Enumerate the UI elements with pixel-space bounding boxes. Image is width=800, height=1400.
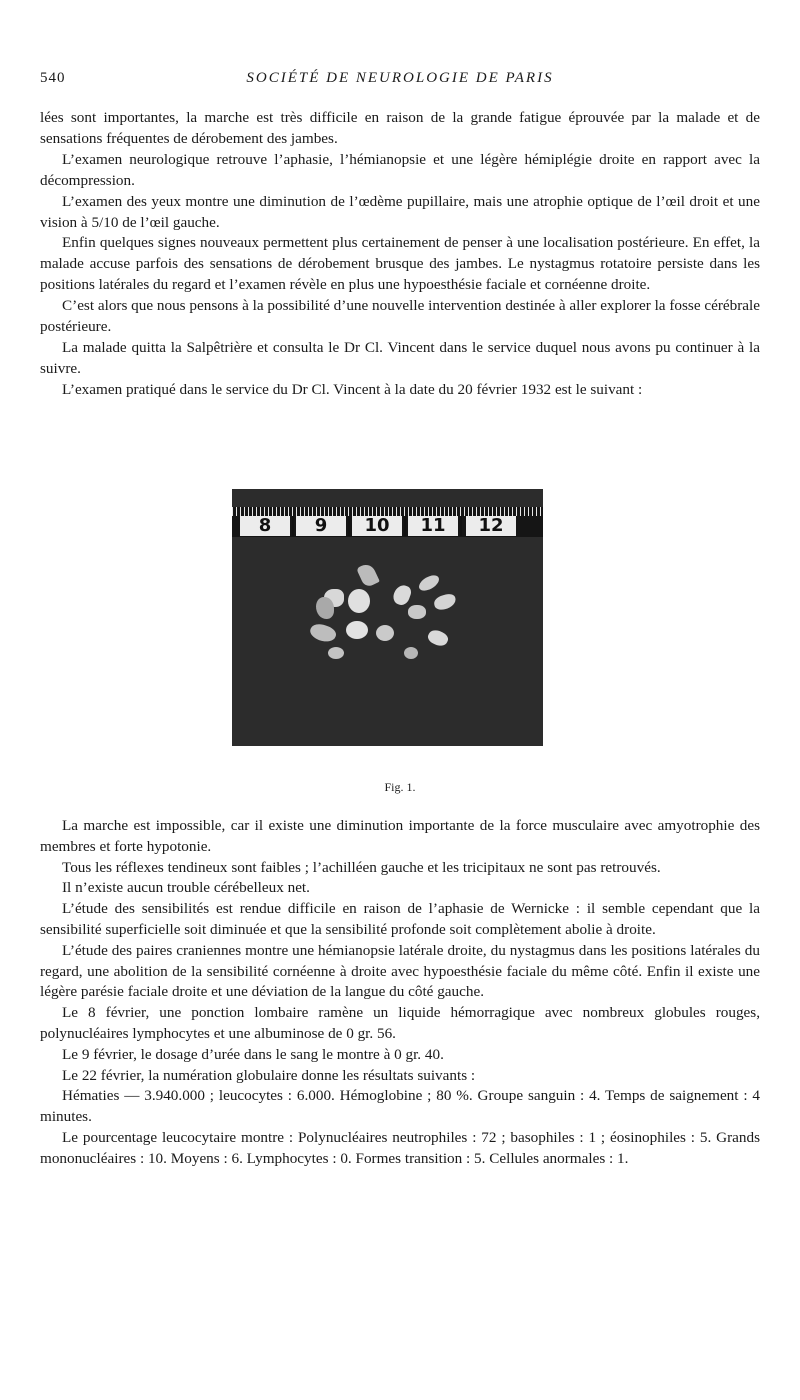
paragraph: Le 22 février, la numération globulaire donne les résultats suivants : xyxy=(62,1066,476,1084)
ruler-divider xyxy=(348,516,350,536)
ruler-divider xyxy=(292,516,294,536)
specimen-fragment xyxy=(416,572,441,593)
paragraph: Le 9 février, le dosage d’urée dans le sang le montre à 0 gr. 40. xyxy=(62,1045,444,1063)
paragraph: Hématies — 3.940.000 ; leucocytes : 6.000. Hémoglobine ; 80 %. Groupe sanguin : 4. Temps de saignement : 4 minutes. xyxy=(40,1087,760,1126)
paragraph: La malade quitta la Salpêtrière et consulta le Dr Cl. Vincent dans le service duquel nous avons pu continuer à la suivre. xyxy=(40,338,760,377)
specimen-fragment xyxy=(404,647,418,659)
paragraph: L’étude des paires craniennes montre une hémianopsie latérale droite, du nystagmus dans les positions latérales du regard, une abolition de la sensibilité cornéenne à droite avec hypoesthésie faciale du même côté. Enfin il existe une légère parésie faciale droite et une déviation de la langue du côté gauche. xyxy=(40,941,760,1001)
ruler-label: 10 xyxy=(352,516,402,536)
ruler-label: 9 xyxy=(296,516,346,536)
running-title: SOCIÉTÉ DE NEUROLOGIE DE PARIS xyxy=(246,70,554,86)
ruler-label: 8 xyxy=(240,516,290,536)
figure-caption: Fig. 1. xyxy=(384,780,416,794)
paragraph: C’est alors que nous pensons à la possibilité d’une nouvelle intervention destinée à aller explorer la fosse cérébrale postérieure. xyxy=(40,297,760,336)
specimen-fragment xyxy=(328,647,344,659)
paragraph: La marche est impossible, car il existe une diminution importante de la force musculaire avec amyotrophie des membres et forte hypotonie. xyxy=(40,817,760,855)
specimen-fragment xyxy=(433,592,458,611)
specimen-fragment xyxy=(346,621,368,639)
page-number: 540 xyxy=(40,70,66,86)
specimen-fragment xyxy=(308,621,338,645)
paragraph: lées sont importantes, la marche est très difficile en raison de la grande fatigue éprouvée par la malade et de sensations fréquentes de dérobement des jambes. xyxy=(40,109,760,147)
paragraph: L’examen des yeux montre une diminution de l’œdème pupillaire, mais une atrophie optique de l’œil droit et une vision à 5/10 de l’œil gauche. xyxy=(40,192,760,231)
specimen-fragment xyxy=(408,605,426,619)
paragraph: L’examen pratiqué dans le service du Dr Cl. Vincent à la date du 20 février 1932 est le suivant : xyxy=(62,380,643,398)
body-text-top xyxy=(40,108,760,401)
paragraph: Enfin quelques signes nouveaux permettent plus certainement de penser à une localisation postérieure. En effet, la malade accuse parfois des sensations de dérobement brusque des jambes. Le nystagmus rotatoire persiste dans les positions latérales du regard et l’examen révèle en plus une hypoesthésie faciale et cornéenne droite. xyxy=(40,234,760,294)
figure-photograph xyxy=(232,489,543,746)
paragraph: L’examen neurologique retrouve l’aphasie, l’hémianopsie et une légère hémiplégie droite en rapport avec la décompression. xyxy=(40,150,760,189)
ruler-label: 12 xyxy=(466,516,516,536)
paragraph: Il n’existe aucun trouble cérébelleux net. xyxy=(62,879,310,897)
body-text-bottom xyxy=(40,816,760,1170)
specimen-fragment xyxy=(426,627,450,648)
ruler-label: 11 xyxy=(408,516,458,536)
paragraph: L’étude des sensibilités est rendue difficile en raison de l’aphasie de Wernicke : il semble cependant que la sensibilité superficielle soit diminuée et que la sensibilité profonde soit complètement abolie à droite. xyxy=(40,900,760,938)
ruler-divider xyxy=(460,516,462,536)
ruler-divider xyxy=(404,516,406,536)
specimen-fragment xyxy=(356,562,380,589)
specimen-fragment xyxy=(316,597,334,619)
paragraph: Le pourcentage leucocytaire montre : Polynucléaires neutrophiles : 72 ; basophiles : 1 ; éosinophiles : 5. Grands mononucléaires : 10. Moyens : 6. Lymphocytes : 0. Formes transition : 5. Cellules anormales : 1. xyxy=(40,1128,760,1167)
specimen-fragment xyxy=(376,625,394,641)
ruler-scale xyxy=(232,507,543,537)
paragraph: Le 8 février, une ponction lombaire ramène un liquide hémorragique avec nombreux globules rouges, polynucléaires lymphocytes et une albuminose de 0 gr. 56. xyxy=(40,1004,760,1042)
specimen-fragment xyxy=(348,589,370,613)
specimen-fragment xyxy=(391,583,413,607)
paragraph: Tous les réflexes tendineux sont faibles ; l’achilléen gauche et les tricipitaux ne sont pas retrouvés. xyxy=(62,858,661,876)
